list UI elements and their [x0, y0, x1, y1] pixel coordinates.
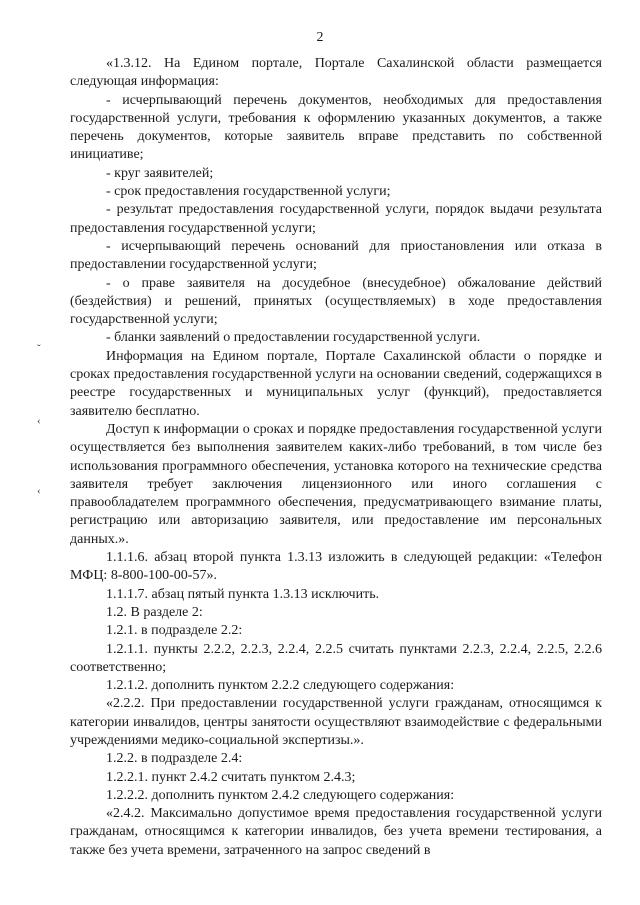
paragraph: 1.2.1.2. дополнить пунктом 2.2.2 следующего содержания: [106, 678, 455, 694]
paragraph: Информация на Едином портале, Портале Сахалинской области о порядке и сроках предоставления государственной услуги на основании сведений, содержащихся в реестре государственных и муниципальных услуг (функций), предоставляется заявителю бесплатно. [70, 348, 602, 419]
list-item: - исчерпывающий перечень документов, необходимых для предоставления государственной услуги, требования к оформлению указанных документов, а также перечень документов, которые заявитель вправе представить по собственной инициативе; [70, 92, 602, 163]
document-body [70, 55, 602, 860]
margin-mark: ˇ [37, 343, 41, 355]
page-number: 2 [316, 30, 324, 45]
paragraph: «2.4.2. Максимально допустимое время предоставления государственной услуги гражданам, относящимся к категории инвалидов, без учета времени тестирования, а также без учета времени, затраченного на запрос сведений в [70, 806, 602, 858]
list-item: - круг заявителей; [106, 165, 214, 181]
paragraph: 1.2.2.1. пункт 2.4.2 считать пунктом 2.4.3; [106, 769, 356, 785]
list-item: - результат предоставления государственной услуги, порядок выдачи результата предоставления государственной услуги; [70, 202, 602, 236]
list-item: - исчерпывающий перечень оснований для приостановления или отказа в предоставлении государственной услуги; [70, 238, 602, 273]
list-item: - бланки заявлений о предоставлении государственной услуги. [106, 330, 481, 346]
paragraph: 1.2. В разделе 2: [106, 604, 203, 620]
margin-mark: ‹ [37, 485, 41, 497]
paragraph: Доступ к информации о сроках и порядке предоставления государственной услуги осуществляется без выполнения заявителем каких-либо требований, в том числе без использования программного обеспечения, установка которого на технические средства заявителя требует заключения лицензионного или иного соглашения с правообладателем программного обеспечения, предусматривающего взимание платы, регистрацию или авторизацию заявителя, или предоставление им персональных данных.». [70, 421, 602, 547]
list-item: - о праве заявителя на досудебное (внесудебное) обжалование действий (бездействия) и решений, принятых (осуществляемых) в ходе предоставления государственной услуги; [70, 275, 602, 328]
paragraph: 1.1.1.6. абзац второй пункта 1.3.13 изложить в следующей редакции: «Телефон МФЦ: 8-800-100-00-57». [70, 550, 602, 584]
paragraph: 1.2.1. в подразделе 2.2: [106, 623, 243, 639]
list-item: - срок предоставления государственной услуги; [106, 184, 391, 200]
paragraph: 1.1.1.7. абзац пятый пункта 1.3.13 исключить. [106, 586, 380, 602]
paragraph: 1.2.2.2. дополнить пунктом 2.4.2 следующего содержания: [106, 787, 455, 803]
paragraph: «1.3.12. На Едином портале, Портале Сахалинской области размещается следующая информация: [70, 56, 602, 90]
paragraph: 1.2.1.1. пункты 2.2.2, 2.2.3, 2.2.4, 2.2.5 считать пунктами 2.2.3, 2.2.4, 2.2.5, 2.2.6 соответственно; [70, 641, 602, 675]
paragraph: «2.2.2. При предоставлении государственной услуги гражданам, относящимся к категории инвалидов, центры занятости осуществляют взаимодействие с федеральными учреждениями медико-социальной экспертизы.». [70, 696, 602, 748]
margin-mark: ‹ [37, 415, 41, 427]
paragraph: 1.2.2. в подразделе 2.4: [106, 751, 243, 767]
